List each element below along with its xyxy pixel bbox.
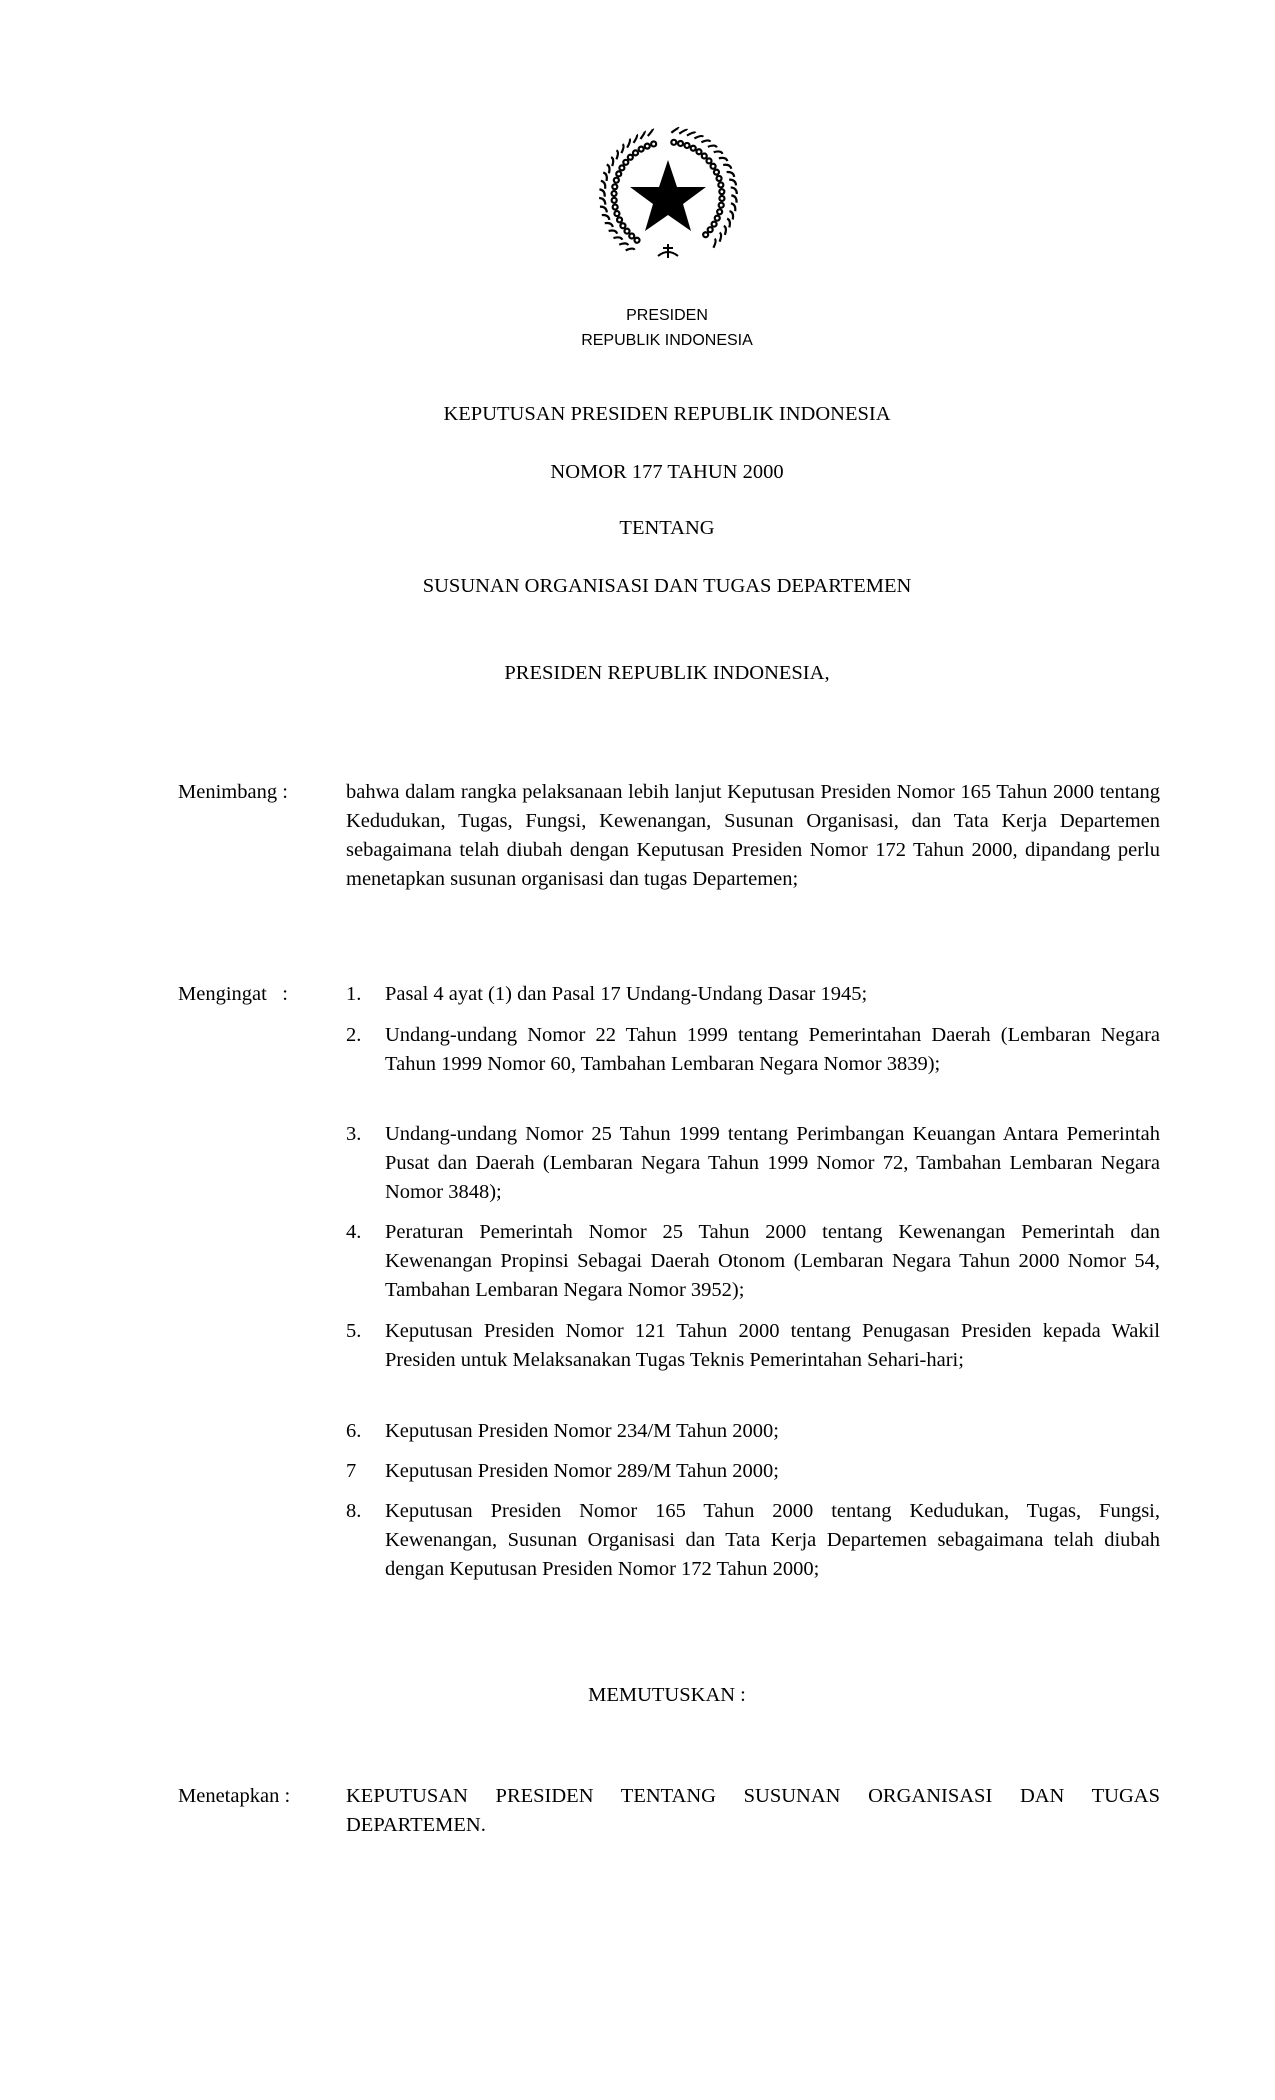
mengingat-item [346,1218,1160,1305]
item-text: Pasal 4 ayat (1) dan Pasal 17 Undang-Undang Dasar 1945; [385,983,868,1005]
decree-about: TENTANG [619,517,715,539]
memutuskan-heading: MEMUTUSKAN : [588,1684,746,1706]
item-text: Peraturan Pemerintah Nomor 25 Tahun 2000 tentang Kewenangan Pemerintah dan Kewenangan Propinsi Sebagai Daerah Otonom (Lembaran Negara Tahun 2000 Nomor 54, Tambahan Lembaran Negara Nomor 3952); [385,1221,1160,1301]
letterhead-president: PRESIDEN [626,307,708,324]
item-number: 8. [346,1500,362,1522]
presidential-seal-icon [588,118,748,278]
item-text: Keputusan Presiden Nomor 165 Tahun 2000 tentang Kedudukan, Tugas, Fungsi, Kewenangan, Susunan Organisasi dan Tata Kerja Departemen sebagaimana telah diubah dengan Keputusan Presiden Nomor 172 Tahun 2000; [385,1500,1160,1580]
decree-issuer: PRESIDEN REPUBLIK INDONESIA, [504,662,830,684]
mengingat-item [346,1497,1160,1584]
decree-title: KEPUTUSAN PRESIDEN REPUBLIK INDONESIA [443,403,891,425]
item-number: 2. [346,1024,362,1046]
mengingat-label: Mengingat : [178,983,288,1005]
item-text: Undang-undang Nomor 22 Tahun 1999 tentang Pemerintahan Daerah (Lembaran Negara Tahun 1999 Nomor 60, Tambahan Lembaran Negara Nomor 3839); [385,1024,1160,1075]
item-number: 7 [346,1460,357,1482]
item-text: Keputusan Presiden Nomor 121 Tahun 2000 tentang Penugasan Presiden kepada Wakil Presiden untuk Melaksanakan Tugas Teknis Pemerintahan Sehari-hari; [385,1320,1160,1371]
mengingat-item [346,1457,1160,1486]
mengingat-item [346,980,1160,1009]
menimbang-text: bahwa dalam rangka pelaksanaan lebih lanjut Keputusan Presiden Nomor 165 Tahun 2000 tentang Kedudukan, Tugas, Fungsi, Kewenangan, Susunan Organisasi, dan Tata Kerja Departemen sebagaimana telah diubah dengan Keputusan Presiden Nomor 172 Tahun 2000, dipandang perlu menetapkan susunan organisasi dan tugas Departemen; [346,781,1160,890]
item-number: 5. [346,1320,362,1342]
mengingat-item [346,1021,1160,1079]
menetapkan-label: Menetapkan : [178,1785,291,1807]
menetapkan-text: KEPUTUSAN PRESIDEN TENTANG SUSUNAN ORGANISASI DAN TUGAS DEPARTEMEN. [346,1785,1160,1836]
item-text: Undang-undang Nomor 25 Tahun 1999 tentang Perimbangan Keuangan Antara Pemerintah Pusat dan Daerah (Lembaran Negara Tahun 1999 Nomor 72, Tambahan Lembaran Negara Nomor 3848); [385,1123,1160,1203]
decree-subject: SUSUNAN ORGANISASI DAN TUGAS DEPARTEMEN [422,575,912,597]
mengingat-item [346,1120,1160,1207]
mengingat-item [346,1317,1160,1375]
item-text: Keputusan Presiden Nomor 289/M Tahun 2000; [385,1460,779,1482]
mengingat-item [346,1417,1160,1446]
menimbang-label: Menimbang : [178,781,288,803]
item-text: Keputusan Presiden Nomor 234/M Tahun 2000; [385,1420,779,1442]
item-number: 4. [346,1221,362,1243]
item-number: 6. [346,1420,362,1442]
decree-number: NOMOR 177 TAHUN 2000 [550,461,784,483]
letterhead-republic: REPUBLIK INDONESIA [581,332,753,349]
item-number: 3. [346,1123,362,1145]
item-number: 1. [346,983,362,1005]
